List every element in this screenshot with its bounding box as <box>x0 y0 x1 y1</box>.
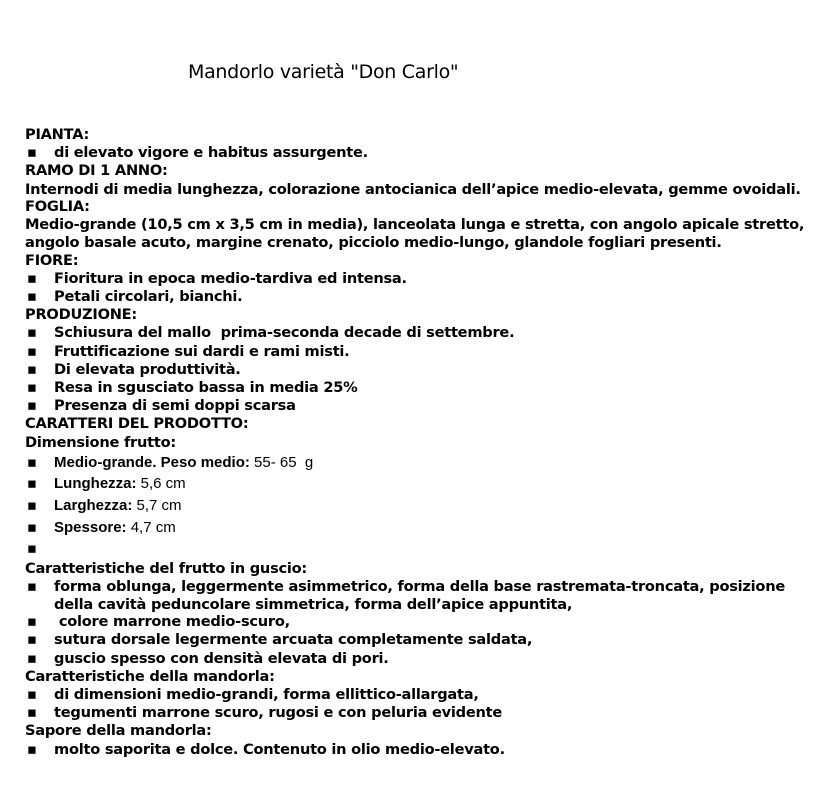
list-item: ▪ Resa in sgusciato bassa in media 25% <box>27 379 358 397</box>
bullet-icon: ▪ <box>27 397 37 415</box>
bullet-icon: ▪ <box>27 144 37 162</box>
bullet-icon: ▪ <box>27 497 37 515</box>
bullet-icon: ▪ <box>27 379 37 397</box>
list-item: ▪ Petali circolari, bianchi. <box>27 288 243 305</box>
list-item: ▪ Fioritura in epoca medio-tardiva ed intensa. <box>27 269 407 287</box>
bullet-icon: ▪ <box>27 453 37 471</box>
section-heading-pianta: PIANTA: <box>25 126 90 143</box>
subheading-mandorla: Caratteristiche della mandorla: <box>25 667 275 685</box>
subheading-sapore: Sapore della mandorla: <box>25 722 212 740</box>
list-item: ▪ Lunghezza: 5,6 cm <box>25 473 815 495</box>
list-item: ▪ Di elevata produttività. <box>27 360 241 378</box>
subheading-guscio: Caratteristiche del frutto in guscio: <box>25 559 308 577</box>
bullet-icon: ▪ <box>27 342 37 360</box>
subheading-dimensione: Dimensione frutto: <box>25 433 176 451</box>
bullet-icon: ▪ <box>27 704 37 722</box>
list-item: ▪ di dimensioni medio-grandi, forma ellittico-allargata, <box>27 686 479 703</box>
list-item: ▪ molto saporita e dolce. Contenuto in olio medio-elevato. <box>27 740 505 758</box>
bullet-icon: ▪ <box>27 288 37 305</box>
list-item: ▪ colore marrone medio-scuro, <box>27 613 290 631</box>
list-item: ▪ Fruttificazione sui dardi e rami misti. <box>27 342 350 360</box>
bullet-icon: ▪ <box>27 649 37 667</box>
list-item: ▪ tegumenti marrone scuro, rugosi e con peluria evidente <box>27 704 503 722</box>
document-title: Mandorlo varietà "Don Carlo" <box>188 61 459 83</box>
list-item: ▪ Presenza di semi doppi scarsa <box>27 397 296 415</box>
document-body <box>25 126 815 759</box>
bullet-icon: ▪ <box>27 324 37 342</box>
bullet-icon: ▪ <box>27 578 37 595</box>
bullet-icon: ▪ <box>27 269 37 287</box>
list-item: ▪ Larghezza: 5,7 cm <box>25 495 815 517</box>
bullet-icon: ▪ <box>27 613 37 631</box>
bullet-icon: ▪ <box>27 475 37 493</box>
list-item: ▪ forma oblunga, leggermente asimmetrico, forma della base rastremata-troncata, posizione della cavità peduncolare simmetrica, forma dell’apice appuntita, <box>27 578 785 613</box>
section-heading-fiore: FIORE: <box>25 251 79 269</box>
bullet-icon: ▪ <box>27 631 37 649</box>
bullet-icon: ▪ <box>27 518 37 536</box>
section-heading-foglia: FOGLIA: <box>25 198 90 216</box>
bullet-icon: ▪ <box>27 540 37 558</box>
section-heading-ramo: RAMO DI 1 ANNO: <box>25 162 168 180</box>
bullet-icon: ▪ <box>27 740 37 758</box>
paragraph-ramo: Internodi di media lunghezza, colorazione antocianica dell’apice medio-elevata, gemme ovoidali. <box>25 180 801 198</box>
bullet-icon: ▪ <box>27 686 37 703</box>
bullet-icon: ▪ <box>27 360 37 378</box>
section-heading-produzione: PRODUZIONE: <box>25 306 137 324</box>
list-item: ▪ Medio-grande. Peso medio: 55- 65 g <box>25 452 815 474</box>
list-item: ▪ Schiusura del mallo prima-seconda decade di settembre. <box>27 324 515 342</box>
empty-list-item <box>25 538 815 560</box>
paragraph-foglia: Medio-grande (10,5 cm x 3,5 cm in media), lanceolata lunga e stretta, con angolo apicale stretto, angolo basale acuto, margine crenato, picciolo medio-lungo, glandole fogliari presenti. <box>25 216 805 251</box>
section-heading-caratteri: CARATTERI DEL PRODOTTO: <box>25 415 249 433</box>
list-item: ▪ Spessore: 4,7 cm <box>25 517 815 539</box>
list-item: ▪ sutura dorsale legermente arcuata completamente saldata, <box>27 631 533 649</box>
list-item: ▪ di elevato vigore e habitus assurgente. <box>27 144 368 162</box>
list-item: ▪ guscio spesso con densità elevata di pori. <box>27 649 389 667</box>
